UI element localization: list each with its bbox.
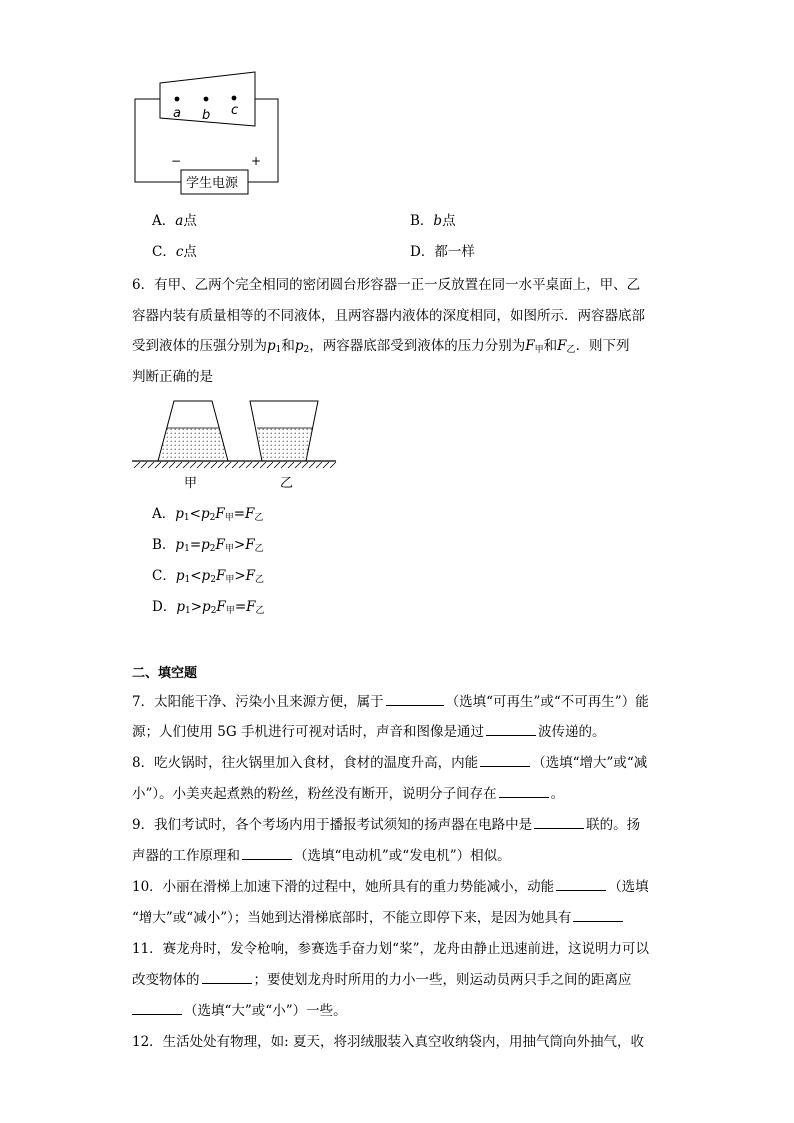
liquid-jia <box>158 428 228 461</box>
point-c-label: c <box>231 103 239 118</box>
answer-blank[interactable] <box>573 909 623 922</box>
q9-line-2: 声器的工作原理和 （选填“电动机”或“发电机”）相似。 <box>132 848 511 864</box>
q6-option-b: B．$p_1=p_2F_甲>F_乙$ <box>152 537 264 554</box>
answer-blank[interactable] <box>132 1002 182 1015</box>
point-b-dot <box>204 97 209 102</box>
q5-option-a <box>152 212 197 230</box>
option-label: C． <box>152 244 176 260</box>
q7-line-1: 7．太阳能干净、污染小且来源方便，属于 （选填“可再生”或“不可再生”）能 <box>132 694 649 710</box>
q8-line-1: 8．吃火锅时，往火锅里加入食材，食材的温度升高，内能 （选填“增大”或“减 <box>132 755 648 771</box>
power-supply-label: 学生电源 <box>186 176 239 191</box>
q11-line-2: 改变物体的 ；要使划龙舟时所用的力小一些，则运动员两只手之间的距离应 <box>132 972 632 988</box>
containers-figure <box>130 396 340 492</box>
point-a-dot <box>175 97 180 102</box>
q6-line-4: 判断正确的是 <box>132 369 213 385</box>
q9-line-1: 9．我们考试时，各个考场内用于播报考试须知的扬声器在电路中是 联的。扬 <box>132 817 641 833</box>
fig-label-yi: 乙 <box>280 476 294 491</box>
point-a-label: a <box>173 106 181 121</box>
answer-blank[interactable] <box>202 971 252 984</box>
option-label: D． <box>410 244 435 260</box>
q10-line-1: 10．小丽在滑梯上加速下滑的过程中，她所具有的重力势能减小，动能 （选填 <box>132 879 649 895</box>
q12-line-1: 12．生活处处有物理，如: 夏天，将羽绒服装入真空收纳袋内，用抽气筒向外抽气，收 <box>132 1034 645 1050</box>
option-text: 都一样 <box>434 244 475 260</box>
liquid-yi <box>257 428 313 461</box>
option-var: a <box>175 213 184 229</box>
circuit-diagram <box>120 66 290 196</box>
point-c-dot <box>232 96 237 101</box>
option-text: 点 <box>183 244 197 260</box>
answer-blank[interactable] <box>556 878 606 891</box>
option-label: B． <box>410 213 434 229</box>
option-text: 点 <box>442 213 456 229</box>
option-text: 点 <box>183 213 197 229</box>
fig-label-jia: 甲 <box>184 476 198 491</box>
table-hatch <box>134 462 336 468</box>
plus-terminal: + <box>251 154 262 168</box>
q6-line-2: 容器内装有质量相等的不同液体，且两容器内液体的深度相同，如图所示．两容器底部 <box>132 308 645 324</box>
answer-blank[interactable] <box>534 816 584 829</box>
option-var: b <box>433 213 443 229</box>
section-title: 二、填空题 <box>132 666 198 681</box>
q6-line-1: 6．有甲、乙两个完全相同的密闭圆台形容器一正一反放置在同一水平桌面上，甲、乙 <box>132 277 641 293</box>
q5-option-b <box>410 212 456 230</box>
q5-option-c <box>152 243 197 261</box>
answer-blank[interactable] <box>486 723 536 736</box>
q7-line-2: 源；人们使用 5G 手机进行可视对话时，声音和图像是通过 波传递的。 <box>132 724 606 740</box>
option-var: c <box>175 244 184 260</box>
q6-option-c: C．$p_1<p_2F_甲>F_乙$ <box>152 568 265 585</box>
answer-blank[interactable] <box>386 693 444 706</box>
q6-line-3: 受到液体的压强分别为$p_1$和$p_2$，两容器底部受到液体的压力分别为$F_甲$和$F_乙$．则下列 <box>132 338 630 355</box>
q5-option-d <box>410 243 475 261</box>
q11-line-1: 11．赛龙舟时，发令枪响，参赛选手奋力划“桨”，龙舟由静止迅速前进，这说明力可以 <box>132 941 649 957</box>
answer-blank[interactable] <box>480 754 530 767</box>
q6-option-a: A．$p_1<p_2F_甲=F_乙$ <box>152 506 264 523</box>
answer-blank[interactable] <box>242 847 292 860</box>
q8-line-2: 小”）。小美夹起煮熟的粉丝，粉丝没有断开，说明分子间存在 。 <box>132 786 565 802</box>
q6-option-d: D．$p_1>p_2F_甲=F_乙$ <box>152 599 265 616</box>
answer-blank[interactable] <box>499 785 549 798</box>
option-label: A． <box>152 213 176 229</box>
q10-line-2: “增大”或“减小”）；当她到达滑梯底部时，不能立即停下来，是因为她具有 <box>132 909 625 927</box>
minus-terminal: − <box>171 154 182 168</box>
point-b-label: b <box>202 108 211 123</box>
q11-line-3: （选填“大”或“小”）一些。 <box>132 1002 347 1020</box>
